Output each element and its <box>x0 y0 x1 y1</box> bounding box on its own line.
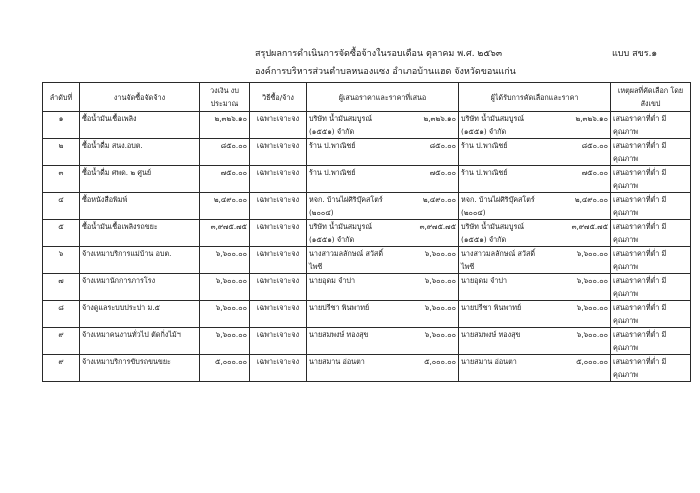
row-method: เฉพาะเจาะจง <box>250 139 307 166</box>
row-number: ๒ <box>43 139 80 166</box>
row-budget: ๖,๖๐๐.๐๐ <box>200 301 250 328</box>
row-budget: ๖,๖๐๐.๐๐ <box>200 274 250 301</box>
row-method: เฉพาะเจาะจง <box>250 220 307 247</box>
col-header-reason: เหตุผลที่คัดเลือก โดยสังเขป <box>611 83 691 112</box>
row-bid-price: ๒,๔๙๐.๐๐ <box>392 193 459 220</box>
row-bid-price: ๕,๐๐๐.๐๐ <box>392 355 459 382</box>
row-method: เฉพาะเจาะจง <box>250 112 307 139</box>
row-item: จ้างเหมาคนงานทั่วไป ตัดกิ่งไม้ฯ <box>80 328 200 355</box>
row-number: ๙ <box>43 355 80 382</box>
row-win-price: ๒,๓๒๖.๑๐ <box>544 112 611 139</box>
col-header-no: ลำดับที่ <box>43 83 80 112</box>
row-budget: ๗๕๐.๐๐ <box>200 166 250 193</box>
row-number: ๓ <box>43 166 80 193</box>
row-bidder: บริษัท น้ำมันสมบูรณ์ (๑๕๕๑) จำกัด <box>307 220 392 247</box>
row-winner: นางสาวมลลักษณ์ สวัสดิ์ไพซี <box>459 247 544 274</box>
table-row <box>43 247 691 274</box>
row-winner: ร้าน ป.พาณิชย์ <box>459 166 544 193</box>
row-item: ซื้อน้ำดื่ม สนง.อบต. <box>80 139 200 166</box>
row-reason: เสนอราคาที่ต่ำ มีคุณภาพ <box>611 193 691 220</box>
row-number: ๖ <box>43 247 80 274</box>
col-header-method: วิธีซื้อ/จ้าง <box>250 83 307 112</box>
row-budget: ๒,๓๒๖.๑๐ <box>200 112 250 139</box>
organization-line: องค์การบริหารส่วนตำบลหนองแซง อำเภอบ้านแฮด จังหวัดขอนแก่น <box>255 67 516 77</box>
row-bidder: นายสมาน อ่อนตา <box>307 355 392 382</box>
row-bid-price: ๖,๖๐๐.๐๐ <box>392 274 459 301</box>
row-bidder: นางสาวมลลักษณ์ สวัสดิ์ไพซี <box>307 247 392 274</box>
row-winner: บริษัท น้ำมันสมบูรณ์ (๑๕๕๑) จำกัด <box>459 220 544 247</box>
row-reason: เสนอราคาที่ต่ำ มีคุณภาพ <box>611 112 691 139</box>
row-win-price: ๒,๔๙๐.๐๐ <box>544 193 611 220</box>
row-budget: ๓,๙๗๕.๗๕ <box>200 220 250 247</box>
row-win-price: ๗๕๐.๐๐ <box>544 166 611 193</box>
row-win-price: ๘๕๐.๐๐ <box>544 139 611 166</box>
row-method: เฉพาะเจาะจง <box>250 166 307 193</box>
row-reason: เสนอราคาที่ต่ำ มีคุณภาพ <box>611 274 691 301</box>
row-number: ๔ <box>43 193 80 220</box>
col-header-winner: ผู้ได้รับการคัดเลือกและราคา <box>459 83 611 112</box>
row-reason: เสนอราคาที่ต่ำ มีคุณภาพ <box>611 247 691 274</box>
row-bid-price: ๖,๖๐๐.๐๐ <box>392 301 459 328</box>
row-budget: ๖,๖๐๐.๐๐ <box>200 247 250 274</box>
row-item: ซื้อน้ำมันเชื้อเพลิง <box>80 112 200 139</box>
row-item: จ้างดูแลระบบประปา ม.๕ <box>80 301 200 328</box>
row-winner: นายอุดม จำปา <box>459 274 544 301</box>
row-reason: เสนอราคาที่ต่ำ มีคุณภาพ <box>611 355 691 382</box>
table-row <box>43 328 691 355</box>
row-number: ๗ <box>43 274 80 301</box>
table-row <box>43 301 691 328</box>
row-number: ๙ <box>43 328 80 355</box>
col-header-budget: วงเงิน งบประมาณ <box>200 83 250 112</box>
table-header-row <box>43 83 691 112</box>
procurement-table <box>42 82 691 382</box>
row-winner: นายปรีชา พินพาทย์ <box>459 301 544 328</box>
row-budget: ๒,๔๙๐.๐๐ <box>200 193 250 220</box>
table-row <box>43 355 691 382</box>
row-winner: หจก. บ้านไผ่ศิริบุ๊คสโตร์ (๒๐๐๔) <box>459 193 544 220</box>
table-row <box>43 166 691 193</box>
table-row <box>43 274 691 301</box>
row-budget: ๖,๖๐๐.๐๐ <box>200 328 250 355</box>
col-header-item: งานจัดซื้อจัดจ้าง <box>80 83 200 112</box>
row-bid-price: ๖,๖๐๐.๐๐ <box>392 247 459 274</box>
document-title: สรุปผลการดำเนินการจัดซื้อจ้างในรอบเดือน ตุลาคม พ.ศ. ๒๕๖๓ <box>255 49 503 59</box>
row-winner: นายสมพงษ์ ทองสุข <box>459 328 544 355</box>
row-method: เฉพาะเจาะจง <box>250 193 307 220</box>
row-bid-price: ๗๕๐.๐๐ <box>392 166 459 193</box>
row-winner: นายสมาน อ่อนตา <box>459 355 544 382</box>
table-row <box>43 220 691 247</box>
table-row <box>43 139 691 166</box>
row-number: ๕ <box>43 220 80 247</box>
row-bid-price: ๒,๓๒๖.๑๐ <box>392 112 459 139</box>
row-win-price: ๖,๖๐๐.๐๐ <box>544 328 611 355</box>
row-number: ๘ <box>43 301 80 328</box>
table-row <box>43 112 691 139</box>
row-bidder: หจก. บ้านไผ่ศิริบุ๊คสโตร์ (๒๐๐๔) <box>307 193 392 220</box>
row-reason: เสนอราคาที่ต่ำ มีคุณภาพ <box>611 301 691 328</box>
row-method: เฉพาะเจาะจง <box>250 355 307 382</box>
row-number: ๑ <box>43 112 80 139</box>
table-body <box>43 112 691 382</box>
row-bidder: นายอุดม จำปา <box>307 274 392 301</box>
row-winner: บริษัท น้ำมันสมบูรณ์ (๑๕๕๑) จำกัด <box>459 112 544 139</box>
row-budget: ๕,๐๐๐.๐๐ <box>200 355 250 382</box>
row-reason: เสนอราคาที่ต่ำ มีคุณภาพ <box>611 166 691 193</box>
row-budget: ๘๕๐.๐๐ <box>200 139 250 166</box>
row-method: เฉพาะเจาะจง <box>250 328 307 355</box>
row-item: จ้างเหมานักการภารโรง <box>80 274 200 301</box>
row-method: เฉพาะเจาะจง <box>250 247 307 274</box>
row-item: ซื้อหนังสือพิมพ์ <box>80 193 200 220</box>
row-win-price: ๖,๖๐๐.๐๐ <box>544 274 611 301</box>
row-bidder: บริษัท น้ำมันสมบูรณ์ (๑๕๕๑) จำกัด <box>307 112 392 139</box>
row-bid-price: ๖,๖๐๐.๐๐ <box>392 328 459 355</box>
row-item: จ้างเหมาบริการขับรถขนขยะ <box>80 355 200 382</box>
col-header-bidder: ผู้เสนอราคาและราคาที่เสนอ <box>307 83 459 112</box>
row-winner: ร้าน ป.พาณิชย์ <box>459 139 544 166</box>
form-code: แบบ สขร.๑ <box>612 49 658 59</box>
row-bid-price: ๘๕๐.๐๐ <box>392 139 459 166</box>
row-bid-price: ๓,๙๗๕.๗๕ <box>392 220 459 247</box>
row-reason: เสนอราคาที่ต่ำ มีคุณภาพ <box>611 328 691 355</box>
table-row <box>43 193 691 220</box>
row-item: จ้างเหมาบริการแม่บ้าน อบต. <box>80 247 200 274</box>
row-item: ซื้อน้ำมันเชื้อเพลิงรถขยะ <box>80 220 200 247</box>
row-bidder: นายปรีชา พินพาทย์ <box>307 301 392 328</box>
row-win-price: ๕,๐๐๐.๐๐ <box>544 355 611 382</box>
row-reason: เสนอราคาที่ต่ำ มีคุณภาพ <box>611 220 691 247</box>
row-reason: เสนอราคาที่ต่ำ มีคุณภาพ <box>611 139 691 166</box>
row-win-price: ๖,๖๐๐.๐๐ <box>544 247 611 274</box>
row-item: ซื้อน้ำดื่ม ศพด. ๒ ศูนย์ <box>80 166 200 193</box>
row-method: เฉพาะเจาะจง <box>250 274 307 301</box>
row-method: เฉพาะเจาะจง <box>250 301 307 328</box>
row-win-price: ๓,๙๗๕.๗๕ <box>544 220 611 247</box>
row-bidder: ร้าน ป.พาณิชย์ <box>307 166 392 193</box>
row-bidder: ร้าน ป.พาณิชย์ <box>307 139 392 166</box>
row-bidder: นายสมพงษ์ ทองสุข <box>307 328 392 355</box>
row-win-price: ๖,๖๐๐.๐๐ <box>544 301 611 328</box>
